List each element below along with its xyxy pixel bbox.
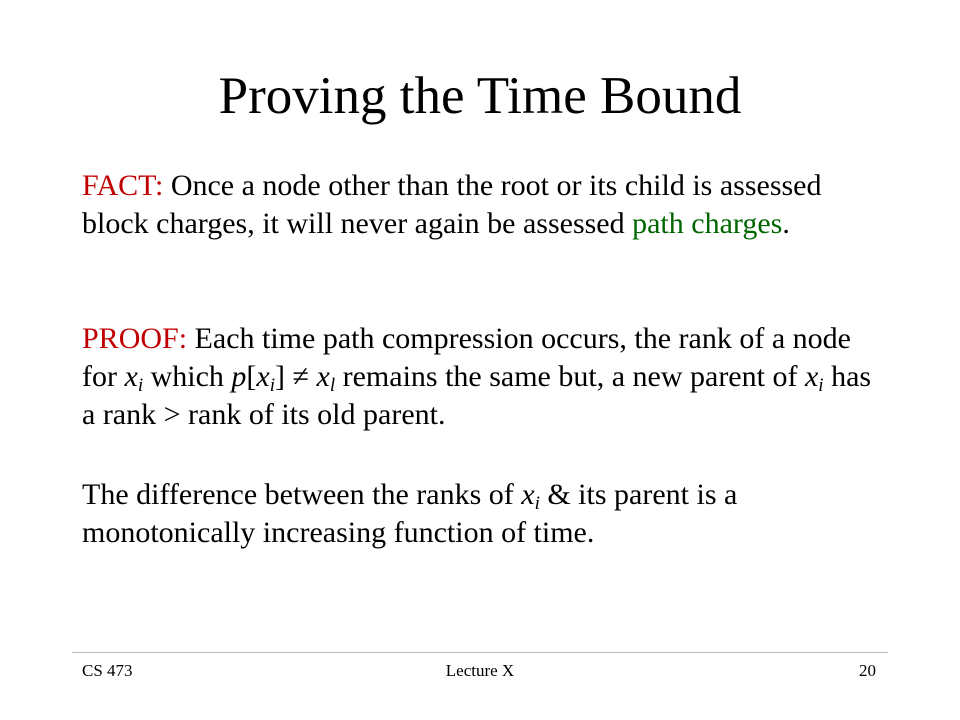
footer-page-number: 20 — [859, 661, 876, 680]
var-x: x — [804, 360, 819, 393]
fact-paragraph — [82, 167, 882, 243]
var-x: x — [256, 360, 270, 393]
proof-text-4: has a rank > rank of its old parent. — [82, 360, 872, 431]
sub-l: l — [329, 375, 336, 396]
var-p: p — [231, 360, 247, 393]
footer-divider — [72, 652, 888, 653]
sub-i: i — [269, 375, 276, 396]
proof-text-2: which — [143, 360, 232, 393]
sub-i: i — [534, 493, 540, 514]
var-x: x — [124, 360, 138, 393]
proof-text-1: Each time path compression occurs, the rank of a node for — [82, 322, 851, 393]
difference-text-2: & its parent is a monotonically increasing function of time. — [82, 478, 738, 549]
not-equal: ≠ — [285, 360, 317, 393]
footer-lecture: Lecture X — [445, 661, 515, 680]
fact-text: Once a node other than the root or its child is assessed block charges, it will never again be assessed — [82, 169, 822, 240]
bracket-open: [ — [246, 360, 257, 393]
sub-i: i — [137, 375, 144, 396]
proof-text-3: remains the same but, a new parent of — [335, 360, 805, 393]
proof-paragraph — [82, 320, 882, 434]
sub-i: i — [818, 375, 824, 396]
difference-text-1: The difference between the ranks of — [82, 478, 522, 511]
bracket-close: ] — [275, 360, 286, 393]
footer-course: CS 473 — [82, 661, 133, 680]
difference-paragraph — [82, 476, 882, 552]
fact-end: . — [782, 207, 790, 240]
fact-label: FACT: — [82, 169, 164, 202]
var-x: x — [316, 360, 330, 393]
fact-highlight: path charges — [632, 207, 783, 240]
var-x: x — [521, 478, 535, 511]
proof-label: PROOF: — [82, 322, 188, 355]
slide-title: Proving the Time Bound — [218, 67, 742, 125]
